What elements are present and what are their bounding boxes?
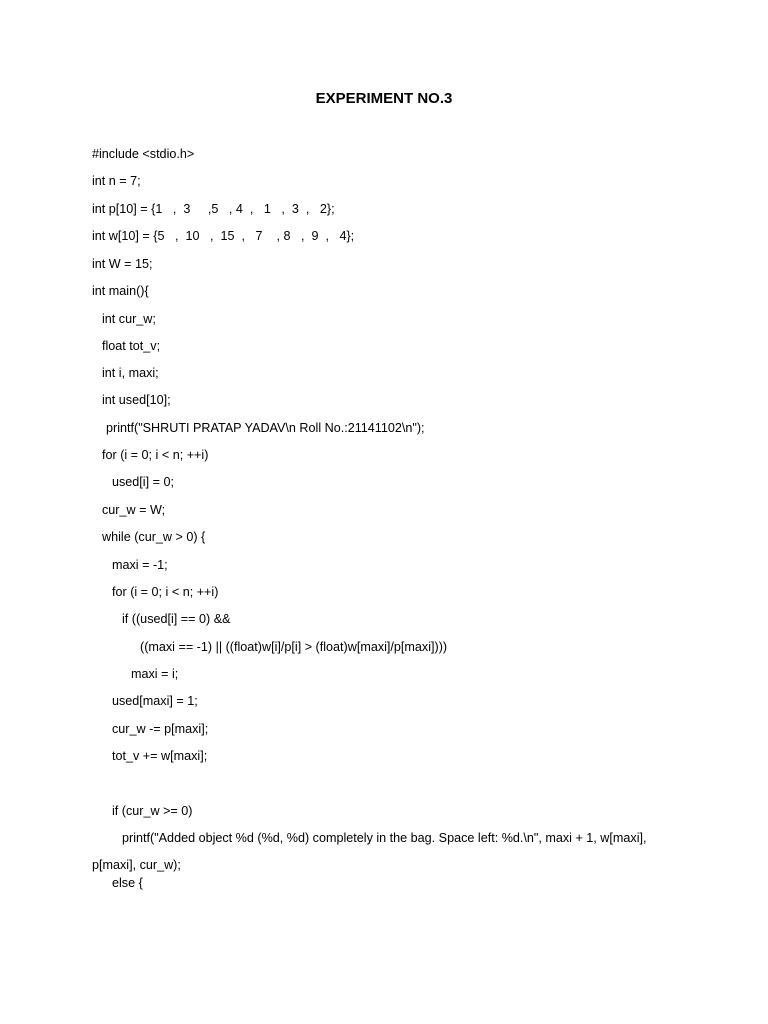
- code-line: if ((used[i] == 0) &&: [122, 612, 231, 626]
- document-title: EXPERIMENT NO.3: [315, 90, 453, 107]
- code-line: if (cur_w >= 0): [112, 804, 193, 818]
- code-line: int w[10] = {5 , 10 , 15 , 7 , 8 , 9 , 4};: [92, 229, 355, 243]
- code-line: maxi = -1;: [112, 558, 168, 572]
- code-line: used[maxi] = 1;: [112, 694, 198, 708]
- code-line: #include <stdio.h>: [92, 147, 195, 161]
- code-line: printf("Added object %d (%d, %d) completely in the bag. Space left: %d.\n", maxi + 1, w[maxi],: [122, 831, 647, 845]
- code-line: int main(){: [92, 284, 149, 298]
- code-line: used[i] = 0;: [112, 475, 174, 489]
- code-line: int used[10];: [102, 393, 171, 407]
- code-line: p[maxi], cur_w);: [92, 858, 181, 872]
- code-line: printf("SHRUTI PRATAP YADAV\n Roll No.:21141102\n");: [106, 421, 425, 435]
- code-line: int i, maxi;: [102, 366, 159, 380]
- code-line: int p[10] = {1 , 3 ,5 , 4 , 1 , 3 , 2};: [92, 202, 335, 216]
- code-line: while (cur_w > 0) {: [102, 530, 206, 544]
- code-line: maxi = i;: [131, 667, 179, 681]
- code-line: for (i = 0; i < n; ++i): [102, 448, 209, 462]
- code-line: cur_w = W;: [102, 503, 166, 517]
- code-line: tot_v += w[maxi];: [112, 749, 208, 763]
- code-line: for (i = 0; i < n; ++i): [112, 585, 219, 599]
- code-line: ((maxi == -1) || ((float)w[i]/p[i] > (float)w[maxi]/p[maxi]))): [140, 640, 448, 654]
- code-line: int n = 7;: [92, 174, 141, 188]
- code-line: else {: [112, 876, 143, 890]
- code-line: cur_w -= p[maxi];: [112, 722, 209, 736]
- code-line: int W = 15;: [92, 257, 153, 271]
- code-line: int cur_w;: [102, 312, 156, 326]
- code-line: float tot_v;: [102, 339, 161, 353]
